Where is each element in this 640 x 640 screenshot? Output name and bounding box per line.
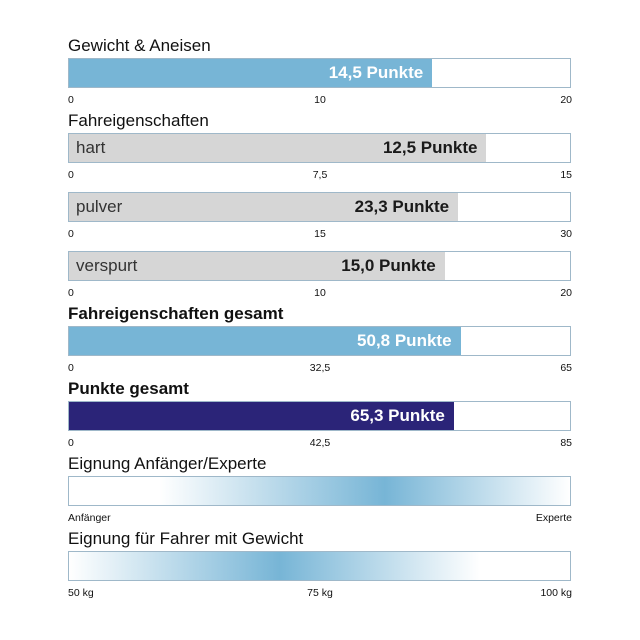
punkte-gesamt-tick-max: 85 (560, 437, 572, 449)
pulver-tick-max: 30 (560, 228, 572, 240)
fahreigenschaften-gesamt-tick-mid: 32,5 (309, 362, 331, 374)
gewicht-tick-max: 20 (560, 94, 572, 106)
eignung-gewicht-gradient (69, 552, 570, 580)
gewicht-bar (69, 59, 432, 87)
fahreigenschaften-gesamt-tick-max: 65 (560, 362, 572, 374)
eignung-gewicht-tick-max: 100 kg (540, 587, 572, 599)
gewicht-tick-min: 0 (68, 94, 74, 106)
hart-value-label: 12,5 Punkte (382, 138, 478, 157)
punkte-gesamt-tick-min: 0 (68, 437, 74, 449)
verspurt-value-label: 15,0 Punkte (341, 256, 436, 275)
verspurt-tick-max: 20 (560, 287, 572, 299)
hart-label: hart (76, 138, 106, 157)
punkte-gesamt-bar (69, 402, 454, 430)
gewicht-value-label: 14,5 Punkte (328, 63, 424, 82)
eignung-gewicht-scale (68, 551, 571, 581)
pulver-bar-track (68, 192, 571, 222)
gewicht-bar-track (68, 58, 571, 88)
hart-tick-max: 15 (560, 169, 572, 181)
verspurt-tick-min: 0 (68, 287, 74, 299)
eignung-gewicht-title: Eignung für Fahrer mit Gewicht (68, 529, 304, 548)
eignung-erfahrung-gradient (69, 477, 570, 505)
hart-bar-track (68, 133, 571, 163)
eignung-erfahrung-title: Eignung Anfänger/Experte (68, 454, 267, 473)
fahreigenschaften-title: Fahreigenschaften (68, 111, 209, 130)
eignung-gewicht-tick-mid: 75 kg (307, 587, 333, 599)
fahreigenschaften-gesamt-bar-track (68, 326, 571, 356)
punkte-gesamt-tick-mid: 42,5 (309, 437, 331, 449)
pulver-tick-mid: 15 (314, 228, 326, 240)
pulver-tick-min: 0 (68, 228, 74, 240)
eignung-erfahrung-tick-left: Anfänger (68, 512, 111, 524)
hart-tick-mid: 7,5 (312, 169, 328, 181)
eignung-gewicht-tick-min: 50 kg (68, 587, 94, 599)
punkte-gesamt-value-label: 65,3 Punkte (350, 406, 445, 425)
fahreigenschaften-gesamt-bar (69, 327, 461, 355)
pulver-bar (69, 193, 458, 221)
eignung-erfahrung-scale (68, 476, 571, 506)
fahreigenschaften-gesamt-tick-min: 0 (68, 362, 74, 374)
gewicht-tick-mid: 10 (314, 94, 326, 106)
eignung-erfahrung-tick-right: Experte (535, 512, 572, 524)
pulver-label: pulver (76, 197, 123, 216)
pulver-value-label: 23,3 Punkte (354, 197, 450, 216)
gewicht-title: Gewicht & Aneisen (68, 36, 211, 55)
hart-tick-min: 0 (68, 169, 74, 181)
verspurt-label: verspurt (76, 256, 138, 275)
verspurt-tick-mid: 10 (314, 287, 326, 299)
fahreigenschaften-gesamt-title: Fahreigenschaften gesamt (68, 304, 284, 323)
punkte-gesamt-bar-track (68, 401, 571, 431)
fahreigenschaften-gesamt-value-label: 50,8 Punkte (357, 331, 452, 350)
punkte-gesamt-title: Punkte gesamt (68, 379, 189, 398)
hart-bar (69, 134, 486, 162)
verspurt-bar-track (68, 251, 571, 281)
